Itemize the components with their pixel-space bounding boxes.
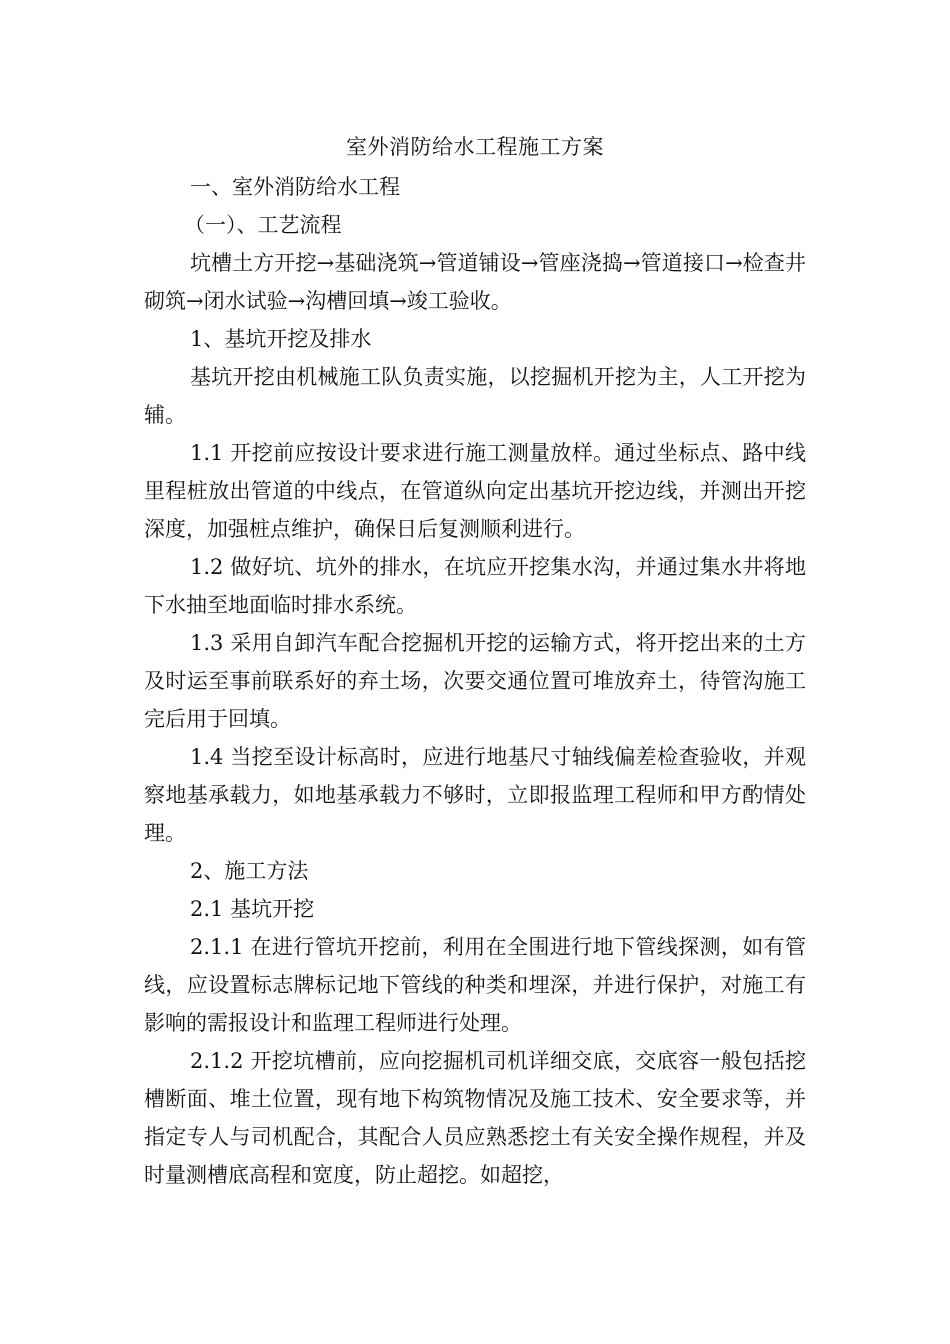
section-heading-1: 一、室外消防给水工程 — [190, 175, 400, 199]
excavation-intro-paragraph: 基坑开挖由机械施工队负责实施，以挖掘机开挖为主，人工开挖为辅。 — [144, 365, 806, 427]
clause-2-1-2: 2.1.2 开挖坑槽前，应向挖掘机司机详细交底，交底容一般包括挖槽断面、堆土位置，现有地下构筑物情况及施工技术、安全要求等，并指定专人与司机配合，其配合人员应熟悉挖土有关安全操作规程，并及时量测槽底高程和宽度，防止超挖。如超挖， — [144, 1049, 806, 1187]
clause-1-3: 1.3 采用自卸汽车配合挖掘机开挖的运输方式，将开挖出来的土方及时运至事前联系好的弃土场，次要交通位置可堆放弃土，待管沟施工完后用于回填。 — [144, 631, 806, 731]
heading-construction-method: 2、施工方法 — [190, 859, 309, 883]
document-body — [144, 126, 806, 1194]
clause-1-2: 1.2 做好坑、坑外的排水，在坑应开挖集水沟，并通过集水井将地下水抽至地面临时排水系统。 — [144, 555, 806, 617]
document-title: 室外消防给水工程施工方案 — [346, 135, 604, 159]
clause-1-1: 1.1 开挖前应按设计要求进行施工测量放样。通过坐标点、路中线里程桩放出管道的中线点，在管道纵向定出基坑开挖边线，并测出开挖深度，加强桩点维护，确保日后复测顺利进行。 — [144, 441, 806, 541]
process-flow-paragraph: 坑槽土方开挖→基础浇筑→管道铺设→管座浇捣→管道接口→检查井砌筑→闭水试验→沟槽回填→竣工验收。 — [144, 251, 806, 313]
clause-2-1-1: 2.1.1 在进行管坑开挖前，利用在全围进行地下管线探测，如有管线，应设置标志牌标记地下管线的种类和埋深，并进行保护，对施工有影响的需报设计和监理工程师进行处理。 — [144, 935, 806, 1035]
heading-excavation-drainage: 1、基坑开挖及排水 — [190, 327, 372, 351]
subsection-heading-process: （一）、工艺流程 — [184, 213, 342, 237]
clause-1-4: 1.4 当挖至设计标高时，应进行地基尺寸轴线偏差检查验收，并观察地基承载力，如地基承载力不够时，立即报监理工程师和甲方酌情处理。 — [144, 745, 806, 845]
heading-pit-excavation: 2.1 基坑开挖 — [190, 897, 315, 921]
